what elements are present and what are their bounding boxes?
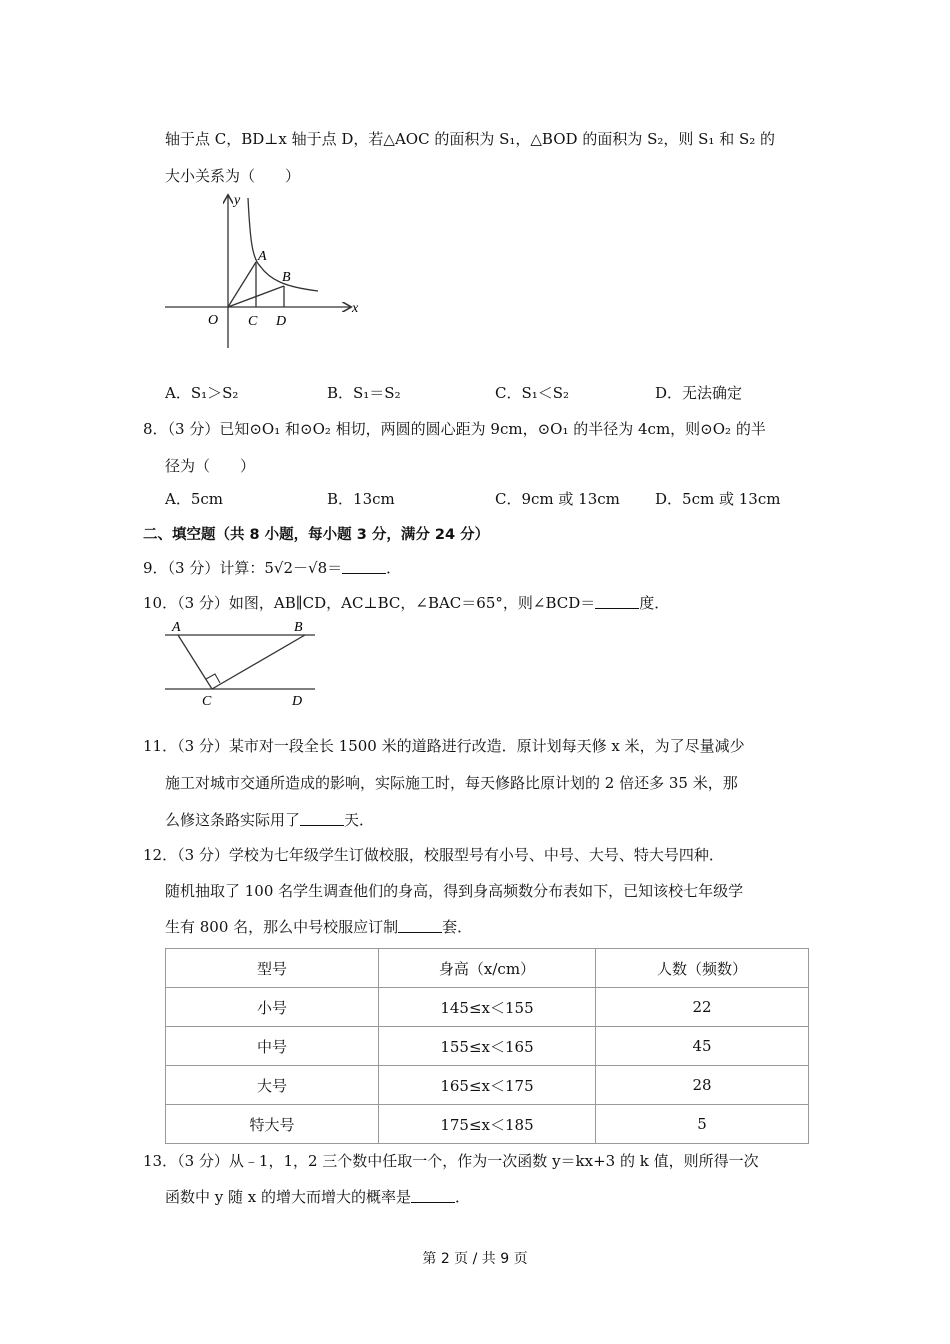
q13-line1: 13．（3 分）从﹣1，1，2 三个数中任取一个，作为一次函数 y＝kx+3 的 k 值，则所得一次 (143, 1152, 759, 1170)
q7-option-c: C．S₁＜S₂ (495, 384, 570, 402)
q7-line1: 轴于点 C，BD⊥x 轴于点 D，若△AOC 的面积为 S₁，△BOD 的面积为 S₂，则 S₁ 和 S₂ 的 (165, 130, 776, 148)
q7-line2: 大小关系为（ ） (165, 167, 301, 185)
table-cell: 145≤x＜155 (379, 988, 596, 1027)
q10-suffix: 度． (639, 594, 670, 612)
q10-text: 10．（3 分）如图，AB∥CD，AC⊥BC，∠BAC＝65°，则∠BCD＝ (143, 594, 596, 612)
label-C: C (248, 314, 258, 329)
section-heading: 二、填空题（共 8 小题，每小题 3 分，满分 24 分） (143, 527, 490, 543)
q8-line2: 径为（ ） (165, 457, 256, 475)
q12-text: 生有 800 名，那么中号校服应订制 (165, 918, 399, 936)
label-C: C (202, 694, 212, 709)
label-x: x (352, 301, 359, 316)
header-height: 身高（x/cm） (379, 949, 596, 988)
q10-figure (160, 615, 330, 710)
table-header-row (166, 949, 809, 988)
q10-answer-blank (595, 596, 639, 609)
table-row (166, 1066, 809, 1105)
header-count: 人数（频数） (596, 949, 809, 988)
q10-line (143, 592, 669, 613)
q11-text: 么修这条路实际用了 (165, 811, 301, 829)
table-row (166, 1105, 809, 1144)
q11-line1: 11．（3 分）某市对一段全长 1500 米的道路进行改造．原计划每天修 x 米，为了尽量减少 (143, 737, 745, 755)
label-y: y (234, 193, 241, 208)
label-B: B (282, 270, 291, 285)
table-cell: 28 (596, 1066, 809, 1105)
q9-prefix: 9．（3 分）计算： (143, 559, 265, 577)
q8-line1: 8．（3 分）已知⊙O₁ 和⊙O₂ 相切，两圆的圆心距为 9cm，⊙O₁ 的半径为 4cm，则⊙O₂ 的半 (143, 420, 766, 438)
label-D: D (276, 314, 287, 329)
q12-line2: 随机抽取了 100 名学生调查他们的身高，得到身高频数分布表如下，已知该校七年级学 (165, 882, 744, 900)
table-cell: 45 (596, 1027, 809, 1066)
table-cell: 小号 (166, 988, 379, 1027)
table-row (166, 1027, 809, 1066)
table-cell: 中号 (166, 1027, 379, 1066)
q9-expression: 5√2－√8＝ (264, 559, 343, 577)
table-cell: 特大号 (166, 1105, 379, 1144)
table-cell: 165≤x＜175 (379, 1066, 596, 1105)
q11-line3 (165, 809, 374, 830)
page-footer: 第 2 页 / 共 9 页 (422, 1251, 528, 1267)
q11-line2: 施工对城市交通所造成的影响，实际施工时，每天修路比原计划的 2 倍还多 35 米，那 (165, 774, 738, 792)
q13-answer-blank (411, 1190, 455, 1203)
q11-suffix: 天． (344, 811, 375, 829)
label-A: A (172, 620, 181, 635)
q13-suffix: ． (455, 1188, 471, 1206)
table-row (166, 988, 809, 1027)
table-cell: 22 (596, 988, 809, 1027)
header-size: 型号 (166, 949, 379, 988)
q7-option-b: B．S₁＝S₂ (327, 384, 401, 402)
q8-option-a: A．5cm (165, 490, 224, 508)
q8-option-d: D．5cm 或 13cm (655, 490, 781, 508)
q12-answer-blank (398, 920, 442, 933)
q12-line3 (165, 916, 472, 937)
q11-answer-blank (300, 813, 344, 826)
q12-line1: 12．（3 分）学校为七年级学生订做校服，校服型号有小号、中号、大号、特大号四种． (143, 846, 724, 864)
q7-option-a: A．S₁＞S₂ (165, 384, 239, 402)
label-B: B (294, 620, 303, 635)
q9-suffix: ． (386, 559, 402, 577)
frequency-table (165, 948, 809, 1144)
q13-line2 (165, 1186, 470, 1207)
label-A: A (258, 249, 267, 264)
q13-text: 函数中 y 随 x 的增大而增大的概率是 (165, 1188, 412, 1206)
q8-option-b: B．13cm (327, 490, 395, 508)
table-cell: 5 (596, 1105, 809, 1144)
table-cell: 大号 (166, 1066, 379, 1105)
q7-figure (160, 188, 370, 353)
label-O: O (208, 313, 219, 328)
q8-option-c: C．9cm 或 13cm (495, 490, 620, 508)
table-cell: 175≤x＜185 (379, 1105, 596, 1144)
q9-line (143, 557, 401, 578)
q9-answer-blank (342, 561, 386, 574)
q7-option-d: D．无法确定 (655, 384, 743, 402)
q12-suffix: 套． (442, 918, 473, 936)
table-cell: 155≤x＜165 (379, 1027, 596, 1066)
label-D: D (292, 694, 303, 709)
